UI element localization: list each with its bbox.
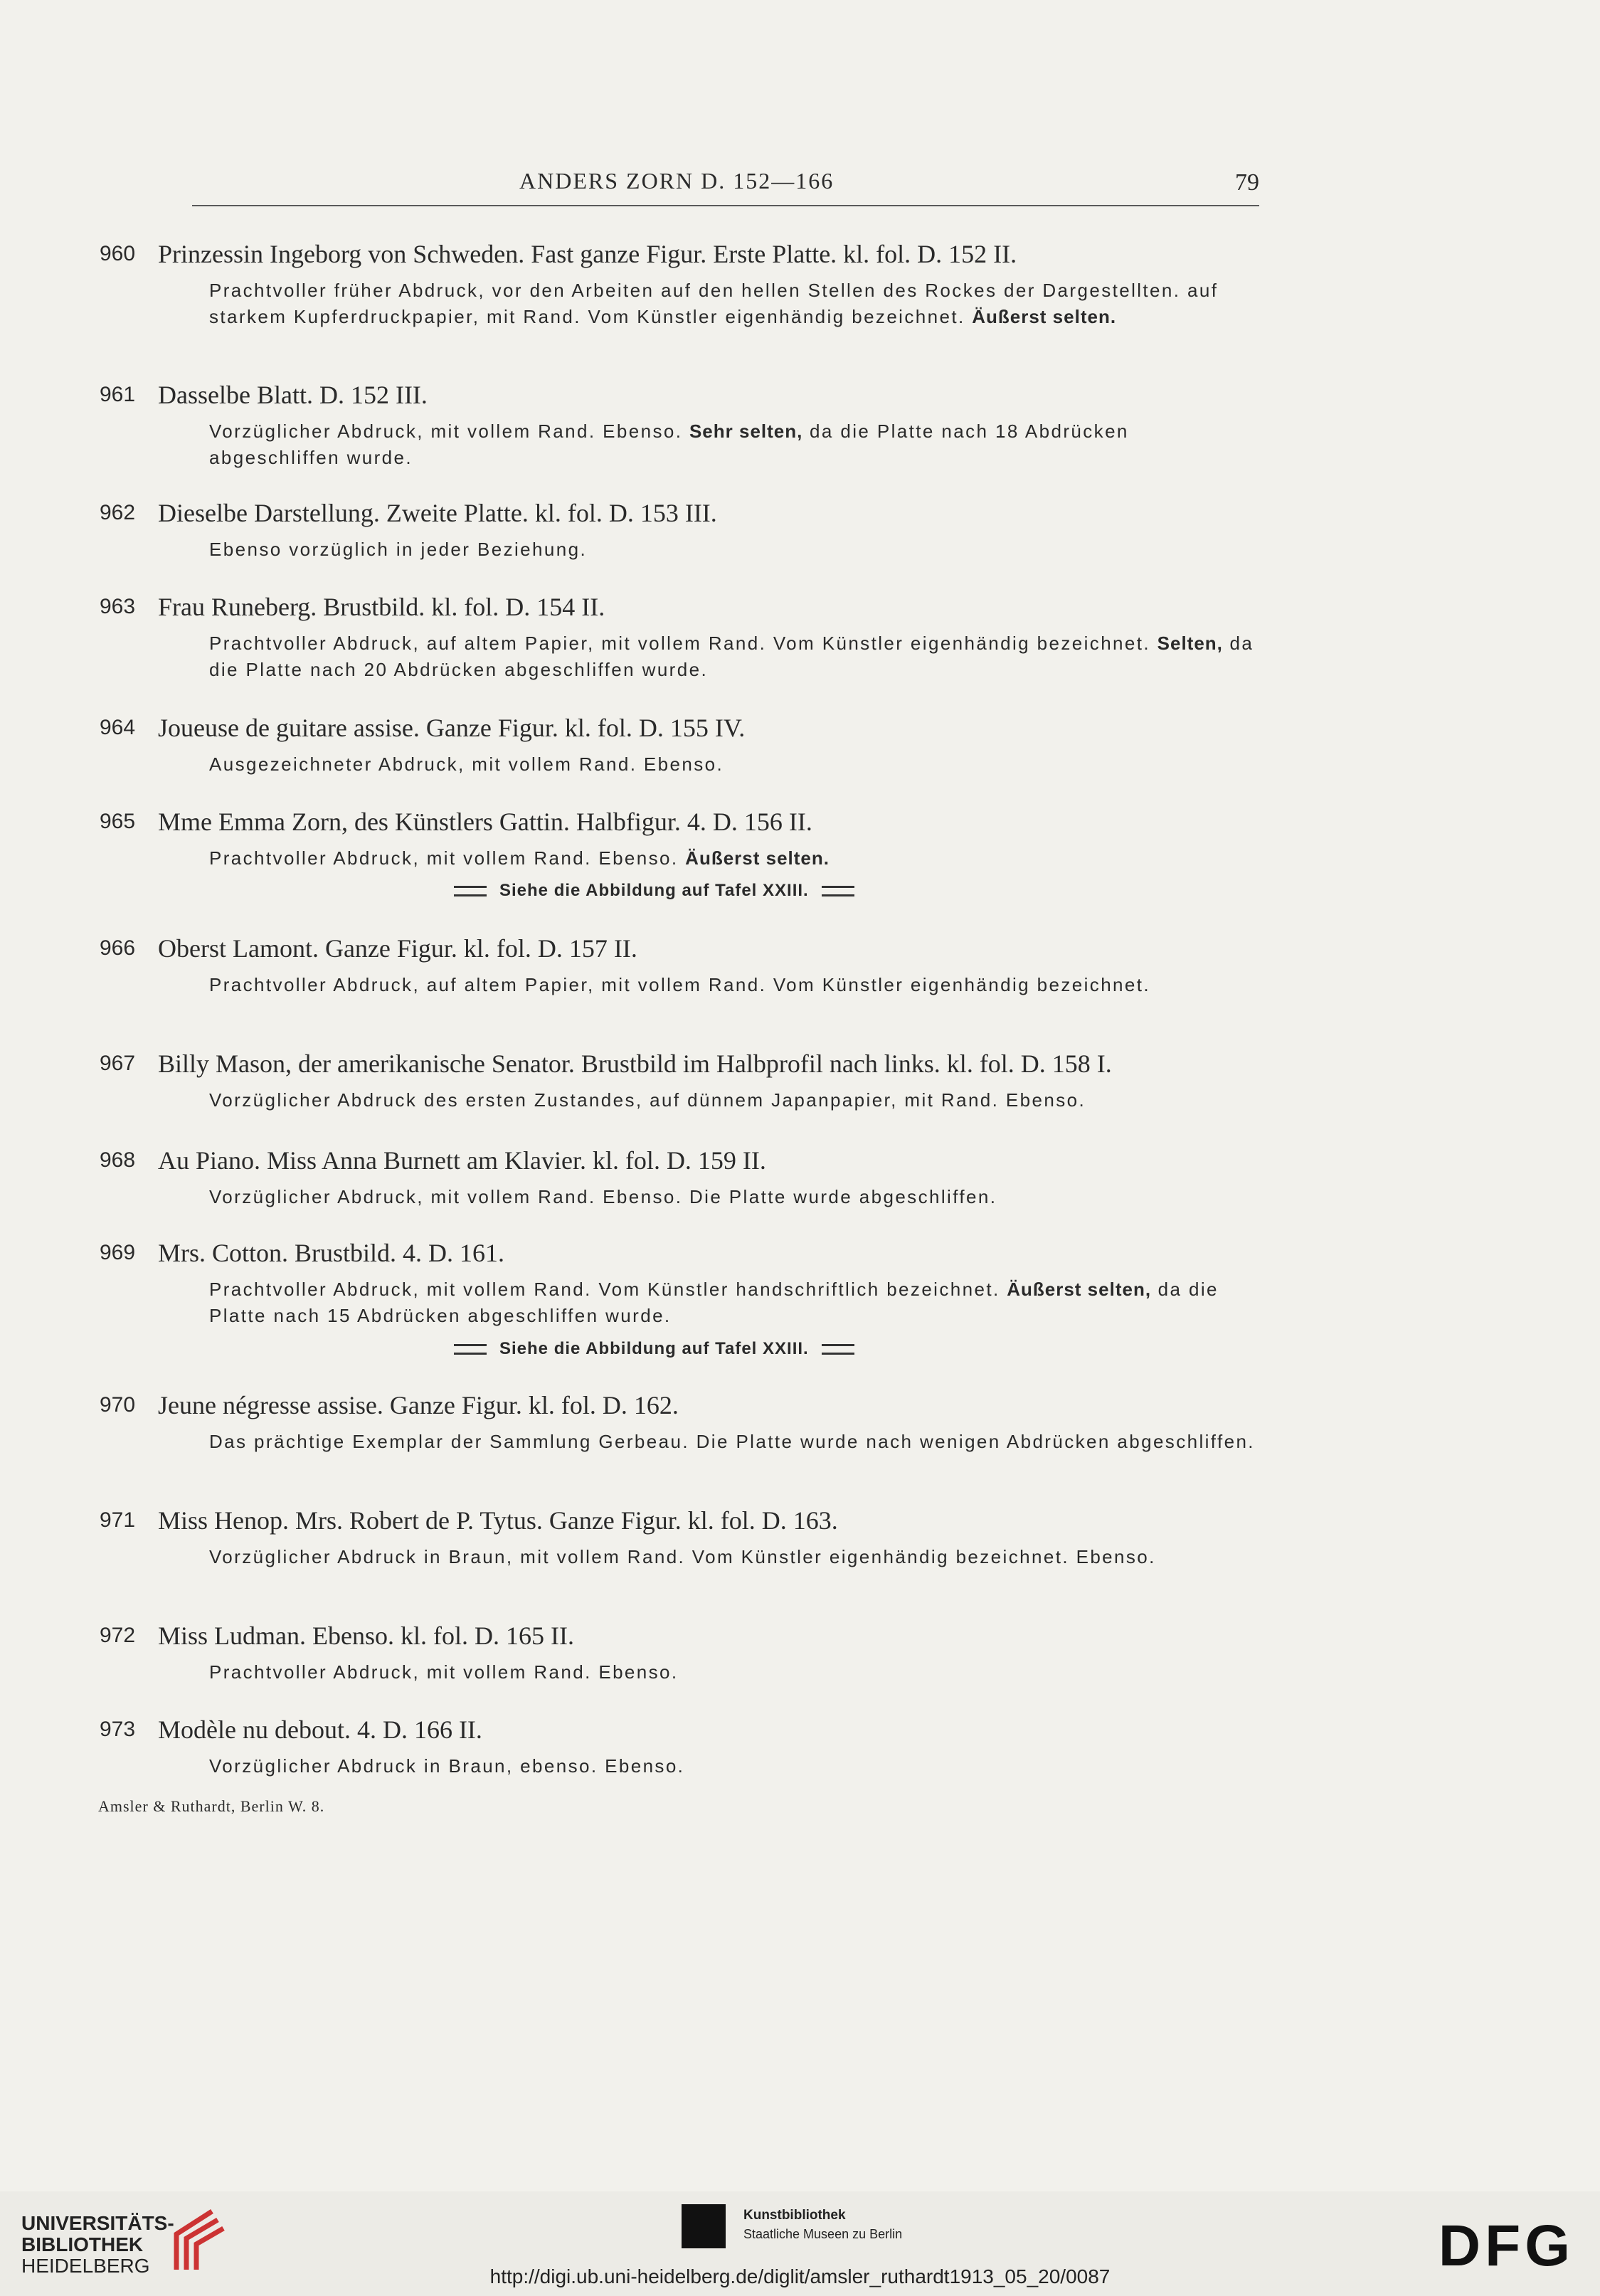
entry-number: 967 <box>100 1052 136 1075</box>
entry-description: Prachtvoller früher Abdruck, vor den Arbeiten auf den hellen Stellen des Rockes der Dargestellten. auf starkem Kupferdruckpapier, mit Rand. Vom Künstler eigenhändig bezeichnet. Äußerst selten. <box>209 280 1219 327</box>
entry-title: Dasselbe Blatt. D. 152 III. <box>158 381 428 409</box>
entry-number: 960 <box>100 242 136 265</box>
entry-title: Oberst Lamont. Ganze Figur. kl. fol. D. 157 II. <box>158 934 637 963</box>
entry-number: 973 <box>100 1718 136 1741</box>
page-number: 79 <box>1235 169 1259 196</box>
entry-description: Vorzüglicher Abdruck in Braun, mit vollem Rand. Vom Künstler eigenhändig bezeichnet. Ebenso. <box>209 1546 1156 1567</box>
entry-number: 972 <box>100 1624 136 1647</box>
entry-number: 968 <box>100 1148 136 1172</box>
illustration-note: Siehe die Abbildung auf Tafel XXIII. <box>441 881 867 901</box>
entry-number: 966 <box>100 936 136 960</box>
entry-title: Frau Runeberg. Brustbild. kl. fol. D. 154 II. <box>158 593 605 621</box>
entry-title: Mme Emma Zorn, des Künstlers Gattin. Halbfigur. 4. D. 156 II. <box>158 808 812 836</box>
entry-description: Prachtvoller Abdruck, auf altem Papier, mit vollem Rand. Vom Künstler eigenhändig bezeichnet. <box>209 974 1151 995</box>
entry-description: Das prächtige Exemplar der Sammlung Gerbeau. Die Platte wurde nach wenigen Abdrücken abgeschliffen. <box>209 1431 1255 1452</box>
entry-title: Dieselbe Darstellung. Zweite Platte. kl. fol. D. 153 III. <box>158 499 717 527</box>
header-rule <box>192 205 1259 206</box>
entry-description: Vorzüglicher Abdruck, mit vollem Rand. Ebenso. Die Platte wurde abgeschliffen. <box>209 1186 997 1207</box>
digitization-footer <box>0 2191 1600 2296</box>
entry-title: Miss Ludman. Ebenso. kl. fol. D. 165 II. <box>158 1622 574 1650</box>
entry-title: Joueuse de guitare assise. Ganze Figur. kl. fol. D. 155 IV. <box>158 714 746 742</box>
entry-number: 971 <box>100 1508 136 1532</box>
entry-title: Mrs. Cotton. Brustbild. 4. D. 161. <box>158 1239 505 1267</box>
entry-title: Billy Mason, der amerikanische Senator. Brustbild im Halbprofil nach links. kl. fol. D. 158 I. <box>158 1049 1112 1078</box>
entry-number: 962 <box>100 501 136 524</box>
ub-heidelberg-logo-icon <box>162 2206 226 2274</box>
entry-title: Au Piano. Miss Anna Burnett am Klavier. kl. fol. D. 159 II. <box>158 1146 766 1175</box>
entry-number: 970 <box>100 1393 136 1417</box>
illustration-note: Siehe die Abbildung auf Tafel XXIII. <box>441 1339 867 1359</box>
entry-number: 963 <box>100 595 136 618</box>
entry-number: 961 <box>100 383 136 406</box>
kunstbibliothek-label: Kunstbibliothek Staatliche Museen zu Berlin <box>743 2208 903 2241</box>
entry-description: Prachtvoller Abdruck, mit vollem Rand. Ebenso. Äußerst selten. <box>209 847 830 869</box>
entry-description: Prachtvoller Abdruck, mit vollem Rand. Ebenso. <box>209 1661 679 1683</box>
entry-description: Vorzüglicher Abdruck, mit vollem Rand. Ebenso. Sehr selten, da die Platte nach 18 Abdrücken abgeschliffen wurde. <box>209 420 1129 468</box>
entry-description: Vorzüglicher Abdruck des ersten Zustandes, auf dünnem Japanpapier, mit Rand. Ebenso. <box>209 1089 1086 1111</box>
dfg-logo: DFG <box>1438 2213 1574 2278</box>
entry-title: Prinzessin Ingeborg von Schweden. Fast ganze Figur. Erste Platte. kl. fol. D. 152 II. <box>158 240 1017 268</box>
entry-number: 964 <box>100 716 136 739</box>
running-title: ANDERS ZORN D. 152—166 <box>519 168 835 194</box>
entry-number: 969 <box>100 1241 136 1264</box>
entry-description: Prachtvoller Abdruck, auf altem Papier, mit vollem Rand. Vom Künstler eigenhändig bezeichnet. Selten, da die Platte nach 20 Abdrücken abgeschliffen wurde. <box>209 633 1254 680</box>
entry-number: 965 <box>100 810 136 833</box>
university-library-label: UNIVERSITÄTS- BIBLIOTHEK HEIDELBERG <box>21 2212 174 2277</box>
publisher-imprint: Amsler & Ruthardt, Berlin W. 8. <box>98 1797 325 1815</box>
page-header <box>192 165 1259 205</box>
permalink-url[interactable]: http://digi.ub.uni-heidelberg.de/diglit/amsler_ruthardt1913_05_20/0087 <box>489 2265 1111 2287</box>
entry-description: Prachtvoller Abdruck, mit vollem Rand. Vom Künstler handschriftlich bezeichnet. Äußerst selten, da die Platte nach 15 Abdrücken abgeschliffen wurde. <box>209 1279 1219 1326</box>
entry-title: Jeune négresse assise. Ganze Figur. kl. fol. D. 162. <box>158 1391 679 1419</box>
entry-description: Ebenso vorzüglich in jeder Beziehung. <box>209 539 588 560</box>
kunstbibliothek-logo-icon <box>682 2204 726 2248</box>
entry-title: Miss Henop. Mrs. Robert de P. Tytus. Ganze Figur. kl. fol. D. 163. <box>158 1506 838 1535</box>
entry-description: Vorzüglicher Abdruck in Braun, ebenso. Ebenso. <box>209 1755 685 1777</box>
entry-title: Modèle nu debout. 4. D. 166 II. <box>158 1715 482 1744</box>
entry-description: Ausgezeichneter Abdruck, mit vollem Rand. Ebenso. <box>209 753 724 775</box>
